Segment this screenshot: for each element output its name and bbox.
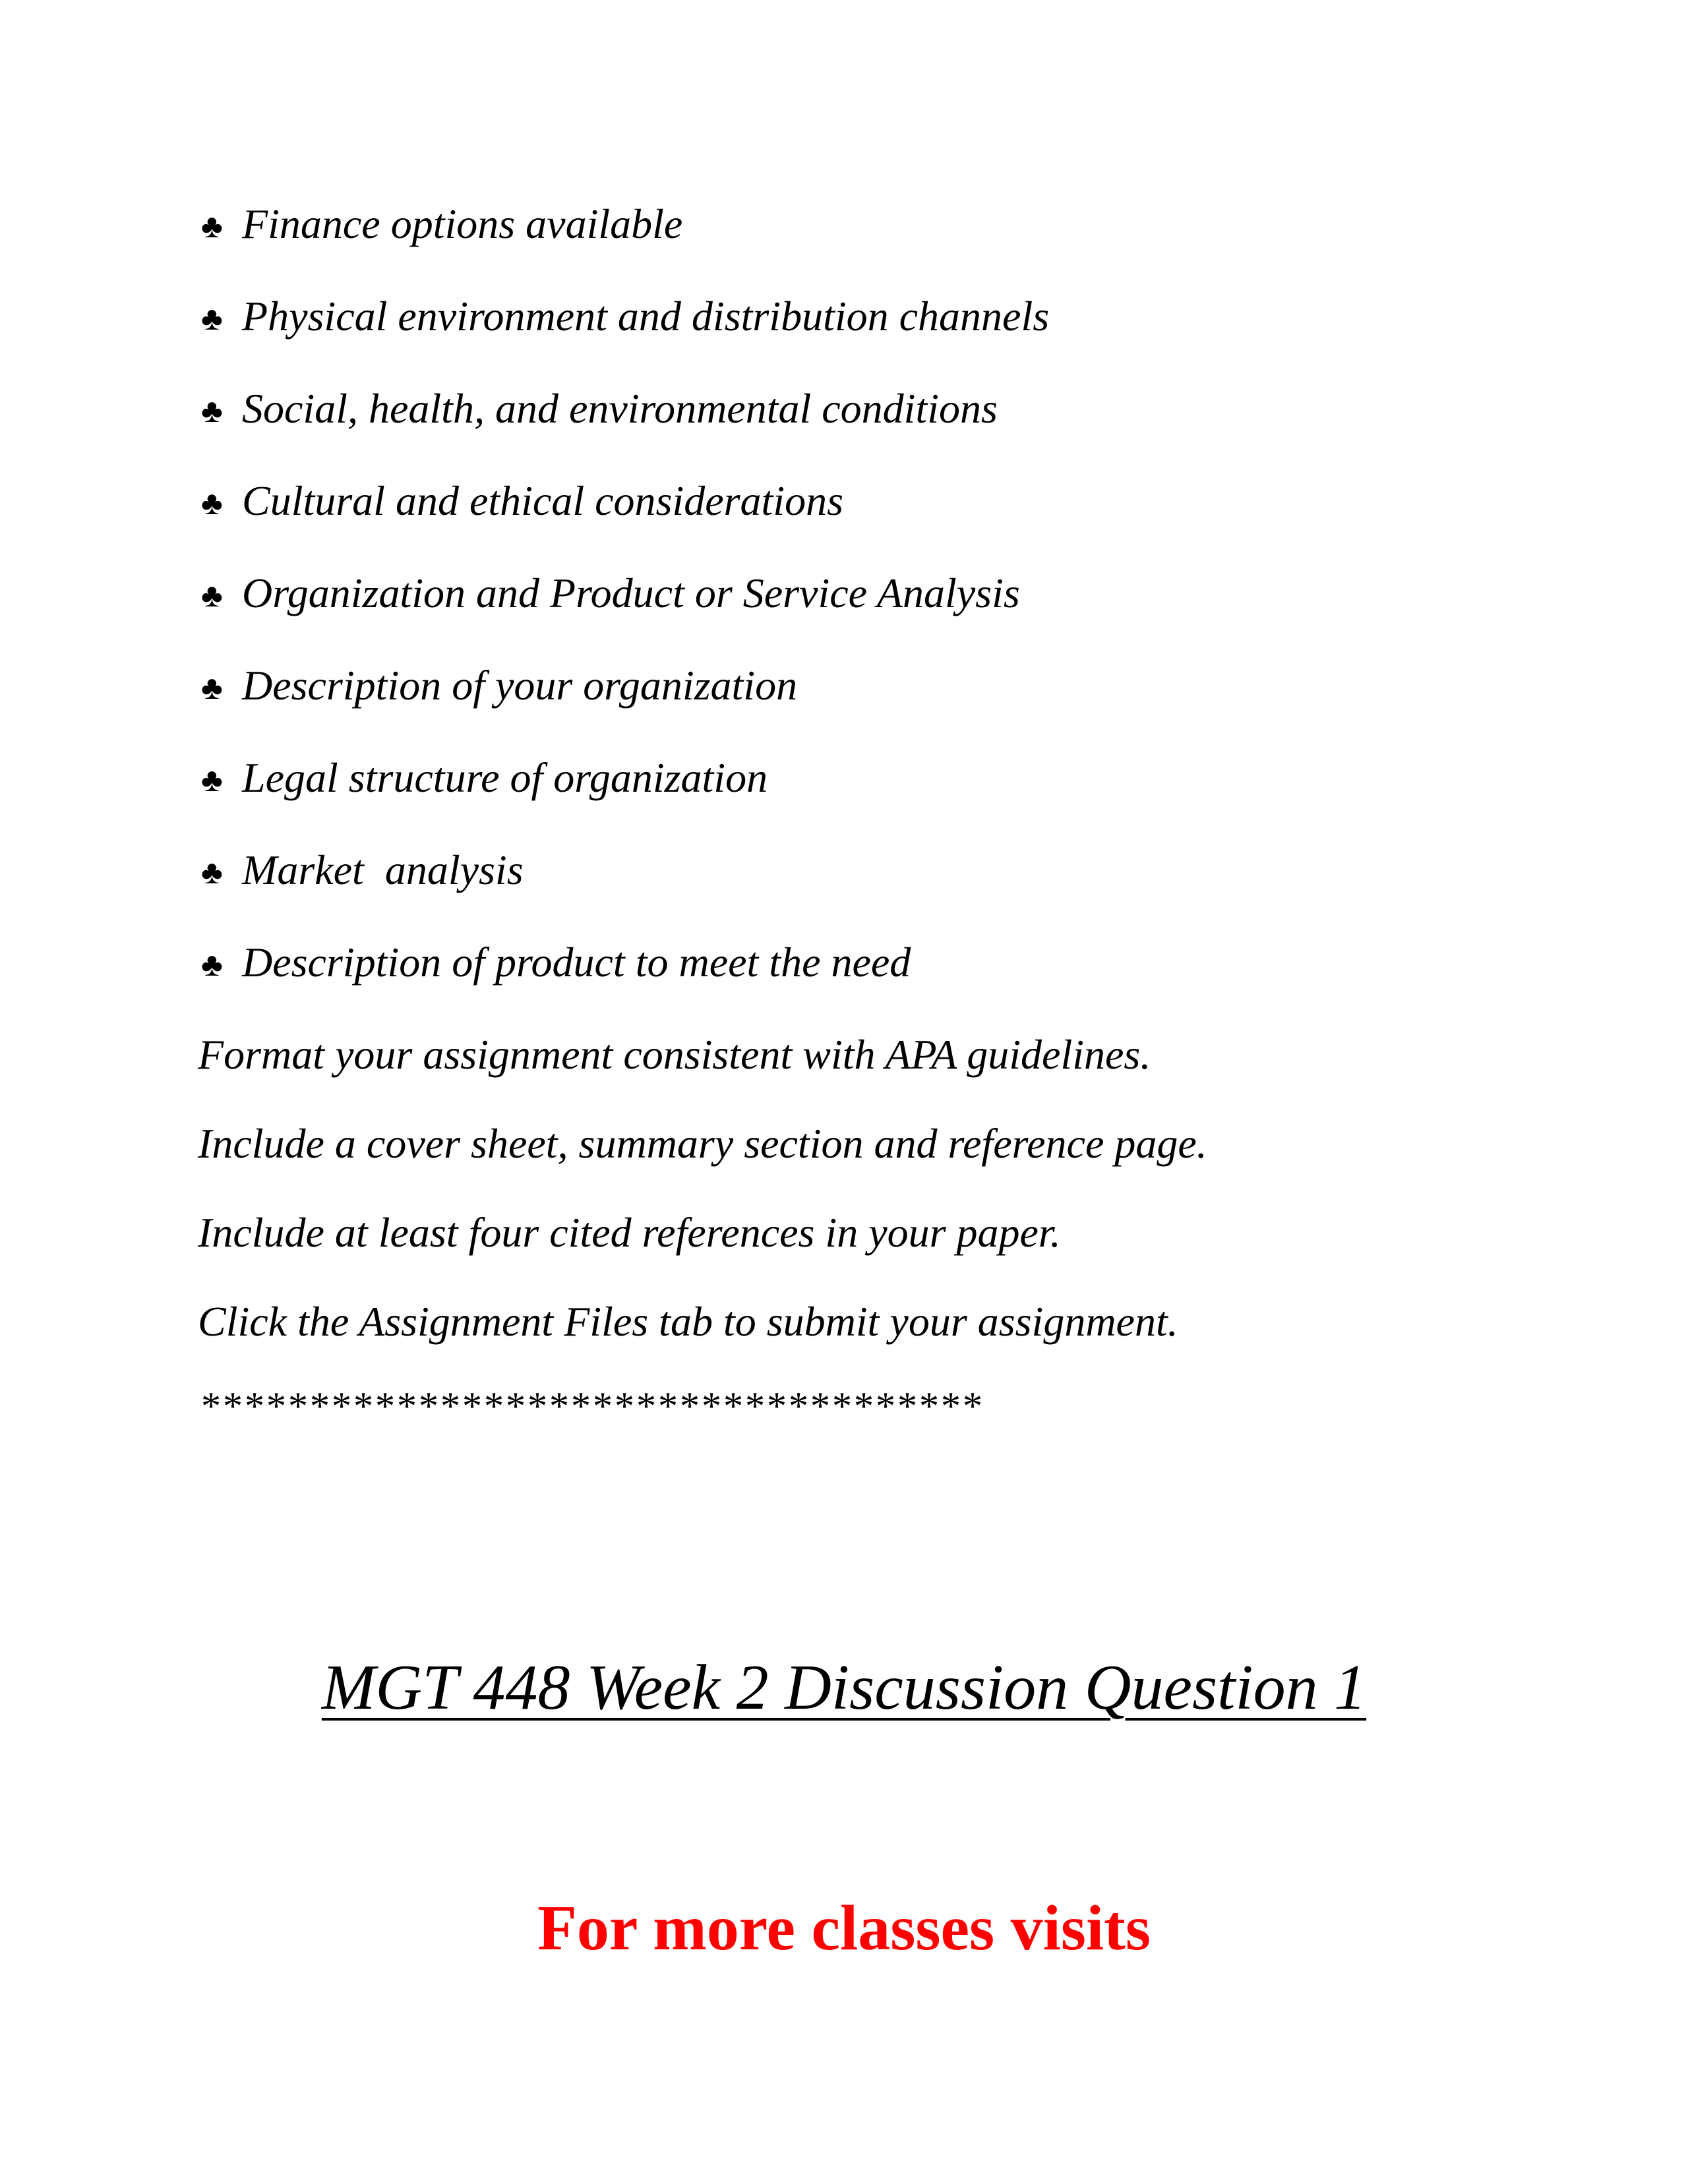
club-bullet-icon: ♣ (201, 485, 223, 521)
list-item (201, 475, 1049, 567)
asterisk-separator: ************************************ (201, 1384, 984, 1428)
club-bullet-icon: ♣ (201, 392, 223, 429)
list-item-text: Description of your organization (242, 662, 798, 709)
list-item (201, 936, 1049, 1028)
promo-text: For more classes visits (537, 1893, 1151, 1964)
list-item (201, 752, 1049, 844)
list-item-text: Cultural and ethical considerations (242, 477, 843, 524)
assignment-instructions (198, 1028, 1207, 1384)
list-item (201, 844, 1049, 936)
list-item (201, 290, 1049, 382)
list-item-text: Market analysis (242, 846, 524, 893)
list-item (201, 198, 1049, 290)
club-bullet-icon: ♣ (201, 577, 223, 614)
instruction-line: Include at least four cited references in your paper. (198, 1209, 1061, 1256)
list-item-text: Description of product to meet the need (242, 939, 911, 986)
list-item-text: Organization and Product or Service Analysis (242, 570, 1020, 616)
club-bullet-icon: ♣ (201, 669, 223, 706)
section-heading: MGT 448 Week 2 Discussion Question 1 (321, 1652, 1367, 1723)
list-item-text: Physical environment and distribution channels (242, 293, 1050, 339)
instruction-line: Format your assignment consistent with APA guidelines. (198, 1031, 1151, 1078)
list-item (201, 382, 1049, 475)
list-item-text: Social, health, and environmental conditions (242, 385, 998, 432)
club-bullet-icon: ♣ (201, 208, 223, 245)
list-item-text: Finance options available (242, 200, 683, 247)
club-bullet-icon: ♣ (201, 854, 223, 891)
club-bullet-icon: ♣ (201, 946, 223, 983)
list-item (201, 659, 1049, 752)
requirements-list (201, 198, 1049, 1028)
list-item (201, 567, 1049, 659)
club-bullet-icon: ♣ (201, 300, 223, 337)
instruction-line: Include a cover sheet, summary section and reference page. (198, 1120, 1207, 1167)
club-bullet-icon: ♣ (201, 761, 223, 798)
instruction-line: Click the Assignment Files tab to submit your assignment. (198, 1298, 1178, 1345)
list-item-text: Legal structure of organization (242, 754, 768, 801)
